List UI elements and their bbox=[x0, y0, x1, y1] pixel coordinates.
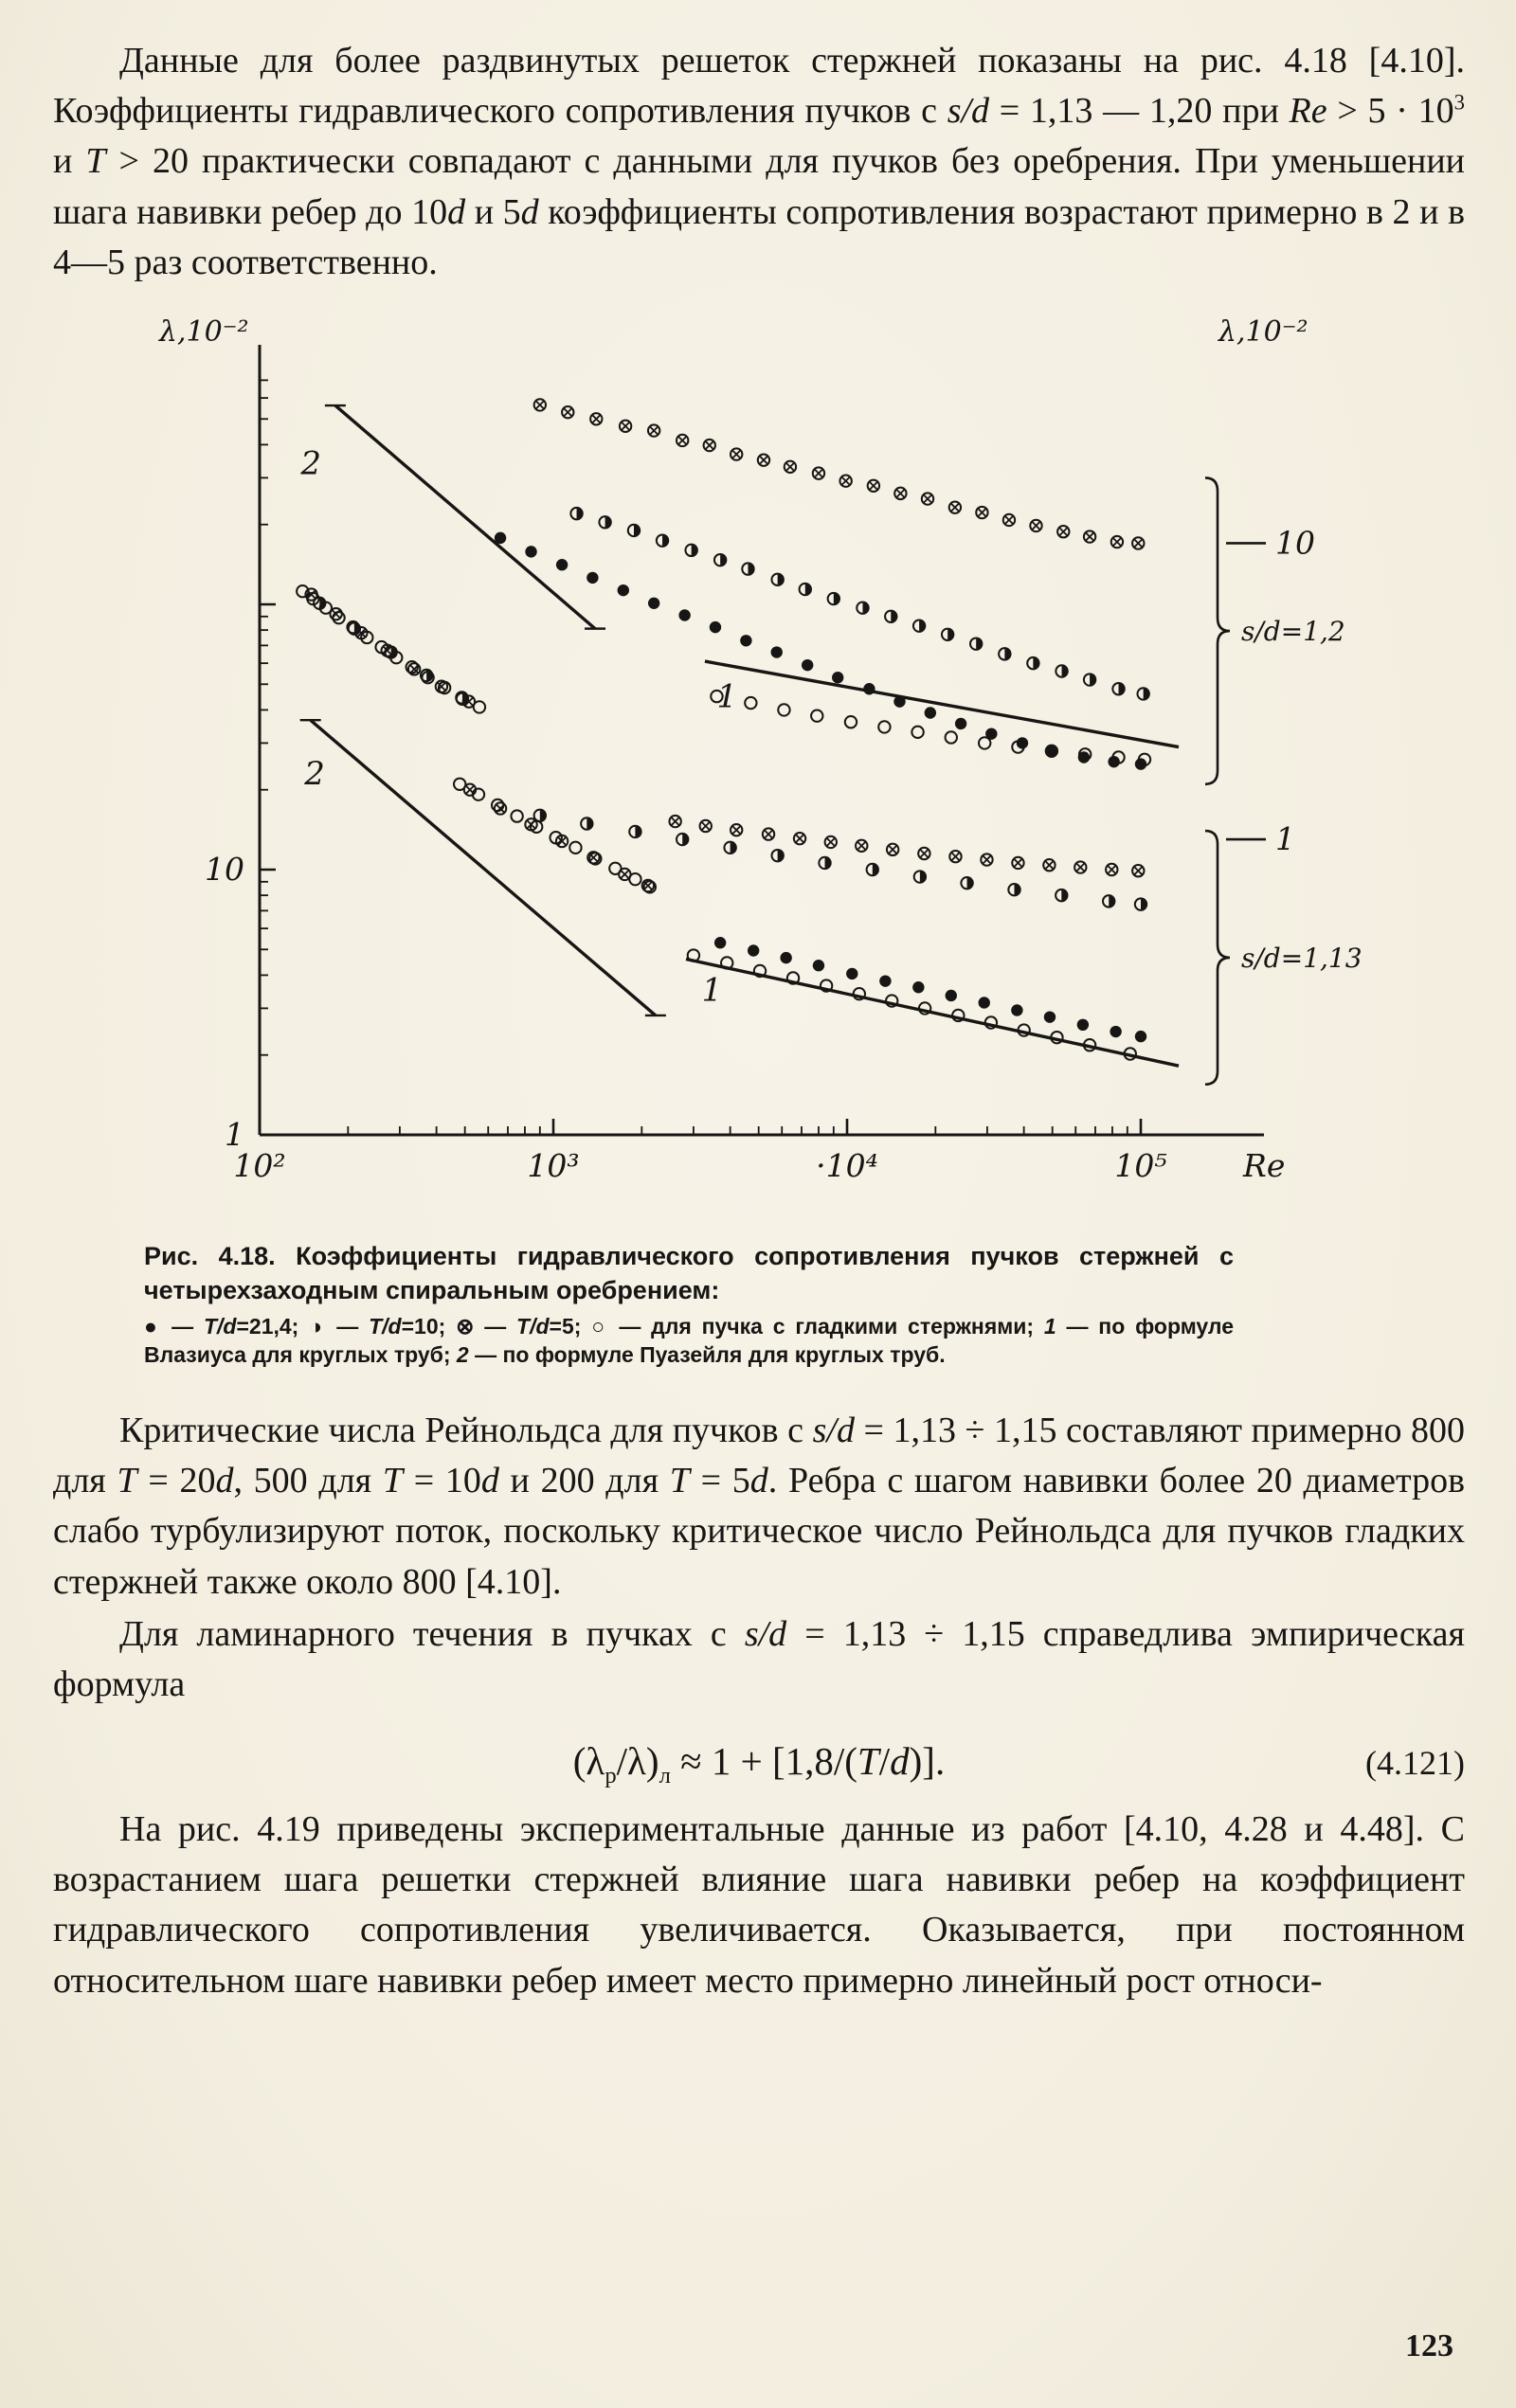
text-segment: , 500 для bbox=[233, 1461, 383, 1501]
text-segment: . Ребра с шагом навивки более 20 диаметров слабо турбулизируют поток, поскольку критическое число Рейнольдса для пучков гладких стержней также около 800 [4.10]. bbox=[53, 1461, 1466, 1602]
group-label: s/d=1,2 bbox=[1241, 616, 1345, 648]
ref-line-label: 2 bbox=[300, 444, 322, 483]
group-label: s/d=1,13 bbox=[1241, 942, 1363, 974]
text-segment: > 20 практически совпадают с данными для пучков без оребрения. При уменьшении шага навивки ребер до 10 bbox=[53, 141, 1465, 232]
text-segment: и 5 bbox=[465, 191, 521, 232]
text-segment: T/d bbox=[369, 1314, 402, 1339]
text-segment: s/d bbox=[947, 91, 990, 132]
group-brace bbox=[1205, 477, 1230, 783]
ref-line-label: 2 bbox=[304, 754, 325, 793]
equation-4-121 bbox=[53, 1738, 1465, 1789]
text-segment: = 1,13 ÷ 1,15 справедлива эмпирическая формула bbox=[53, 1613, 1465, 1704]
figure-caption-title: Рис. 4.18. Коэффициенты гидравлического сопротивления пучков стержней с четырехзаходным спиральным оребрением: bbox=[144, 1241, 1234, 1304]
text-segment: Для ламинарного течения в пучках с bbox=[119, 1613, 745, 1654]
series-0-crossed bbox=[534, 399, 1145, 548]
text-segment: = 10 bbox=[403, 1461, 481, 1501]
figure-caption bbox=[144, 1240, 1234, 1370]
right-tick-label: 10 bbox=[1275, 524, 1315, 562]
text-segment: коэффициенты сопротивления возрастают примерно в 2 и в 4—5 раз соответственно. bbox=[53, 191, 1466, 282]
paragraph-1 bbox=[53, 36, 1465, 288]
page-number: 123 bbox=[1405, 2328, 1453, 2363]
paragraph-4 bbox=[53, 1805, 1465, 2006]
text-segment: = 5 bbox=[689, 1461, 750, 1501]
y-tick-label: 1 bbox=[225, 1115, 244, 1153]
text-segment: d bbox=[447, 191, 466, 232]
text-segment: л bbox=[659, 1763, 671, 1789]
text-segment: 1 bbox=[1043, 1314, 1056, 1339]
figure-caption-legend bbox=[144, 1313, 1234, 1370]
text-segment: ● — bbox=[144, 1314, 204, 1339]
text-segment: — по формуле Влазиуса для круглых труб; bbox=[144, 1314, 1234, 1368]
text-segment: = 1,13 — 1,20 при bbox=[989, 91, 1290, 132]
text-segment: d bbox=[749, 1461, 768, 1501]
right-scale bbox=[1205, 477, 1363, 1084]
x-tick-label: 10⁵ bbox=[1114, 1146, 1167, 1184]
text-segment: На рис. 4.19 приведены экспериментальные данные из работ [4.10, 4.28 и 4.48]. С возрастанием шага решетки стержней влияние шага навивки ребер на коэффициент гидравлического сопротивления увеличивается. Оказывается, при постоянном относительном шаге навивки ребер имеет место примерно линейный рост относи- bbox=[53, 1809, 1465, 2001]
paragraph-2 bbox=[53, 1406, 1465, 1608]
series-2-filled bbox=[495, 532, 1146, 770]
text-segment: d bbox=[890, 1739, 910, 1784]
text-segment: 2 bbox=[456, 1342, 469, 1368]
text-segment: T/d bbox=[203, 1314, 237, 1339]
figure-4-18-chart bbox=[136, 313, 1463, 1222]
text-segment: (λ bbox=[572, 1739, 605, 1784]
ref-line-1-2 bbox=[705, 661, 1179, 746]
text-segment: d bbox=[480, 1461, 499, 1501]
series-9-crossed bbox=[669, 816, 1144, 877]
paragraph-3 bbox=[53, 1609, 1465, 1710]
text-segment: Данные для более раздвинутых решеток стержней показаны на рис. 4.18 [4.10]. Коэффициенты гидравлического сопротивления пучков с bbox=[53, 41, 1465, 132]
series-11-filled bbox=[714, 937, 1146, 1042]
ref-line-label: 1 bbox=[701, 971, 723, 1010]
text-segment: s/d bbox=[744, 1613, 787, 1654]
text-segment: 3 bbox=[1453, 90, 1465, 115]
text-segment: d bbox=[215, 1461, 234, 1501]
text-segment: T bbox=[669, 1461, 690, 1501]
text-segment: — по формуле Пуазейля для круглых труб. bbox=[468, 1342, 946, 1368]
x-tick-label: ·10⁴ bbox=[816, 1146, 878, 1184]
text-segment: T bbox=[85, 141, 106, 182]
text-segment: и 200 для bbox=[498, 1461, 670, 1501]
text-segment: Re bbox=[1289, 91, 1327, 132]
text-segment: = 1,13 ÷ 1,15 составляют примерно 800 для bbox=[53, 1410, 1466, 1501]
figure-4-18 bbox=[136, 313, 1465, 1227]
text-segment: р bbox=[605, 1763, 617, 1789]
text-segment: T bbox=[382, 1461, 403, 1501]
text-segment: =10; ⊗ — bbox=[401, 1314, 517, 1339]
text-segment: ≈ 1 + [1,8/( bbox=[670, 1739, 857, 1784]
text-segment: T bbox=[117, 1461, 137, 1501]
ref-line-2-0 bbox=[299, 405, 605, 629]
y-axis-title-left: λ,10⁻² bbox=[159, 314, 249, 349]
text-segment: T bbox=[857, 1739, 879, 1784]
text-segment: d bbox=[520, 191, 539, 232]
text-segment: = 20 bbox=[136, 1461, 216, 1501]
series-10-half bbox=[534, 810, 1147, 910]
x-tick-label: 10³ bbox=[527, 1146, 580, 1184]
x-axis-title: Re bbox=[1243, 1146, 1286, 1184]
group-brace bbox=[1205, 831, 1230, 1085]
y-axis-title-right: λ,10⁻² bbox=[1218, 314, 1308, 349]
ref-line-1-3 bbox=[686, 959, 1179, 1066]
ref-line-label: 1 bbox=[716, 677, 738, 716]
equation-number: (4.121) bbox=[1365, 1744, 1465, 1783]
equation-formula bbox=[195, 1738, 1323, 1789]
text-segment: и bbox=[53, 141, 86, 182]
text-segment: > 5 · 10 bbox=[1326, 91, 1454, 132]
text-segment: Критические числа Рейнольдса для пучков с bbox=[119, 1410, 813, 1450]
text-segment: )]. bbox=[909, 1739, 946, 1784]
text-segment: s/d bbox=[812, 1410, 855, 1450]
y-tick-label: 10 bbox=[205, 850, 244, 888]
ref-line-2-1 bbox=[300, 720, 666, 1015]
x-tick-label: 10² bbox=[233, 1146, 286, 1184]
text-segment: =21,4; ◑ — bbox=[236, 1314, 370, 1339]
right-tick-label: 1 bbox=[1275, 820, 1295, 858]
text-segment: =5; ○ — для пучка с гладкими стержнями; bbox=[549, 1314, 1044, 1339]
text-segment: /λ) bbox=[616, 1739, 659, 1784]
text-segment: / bbox=[878, 1739, 891, 1784]
text-segment: T/d bbox=[516, 1314, 550, 1339]
